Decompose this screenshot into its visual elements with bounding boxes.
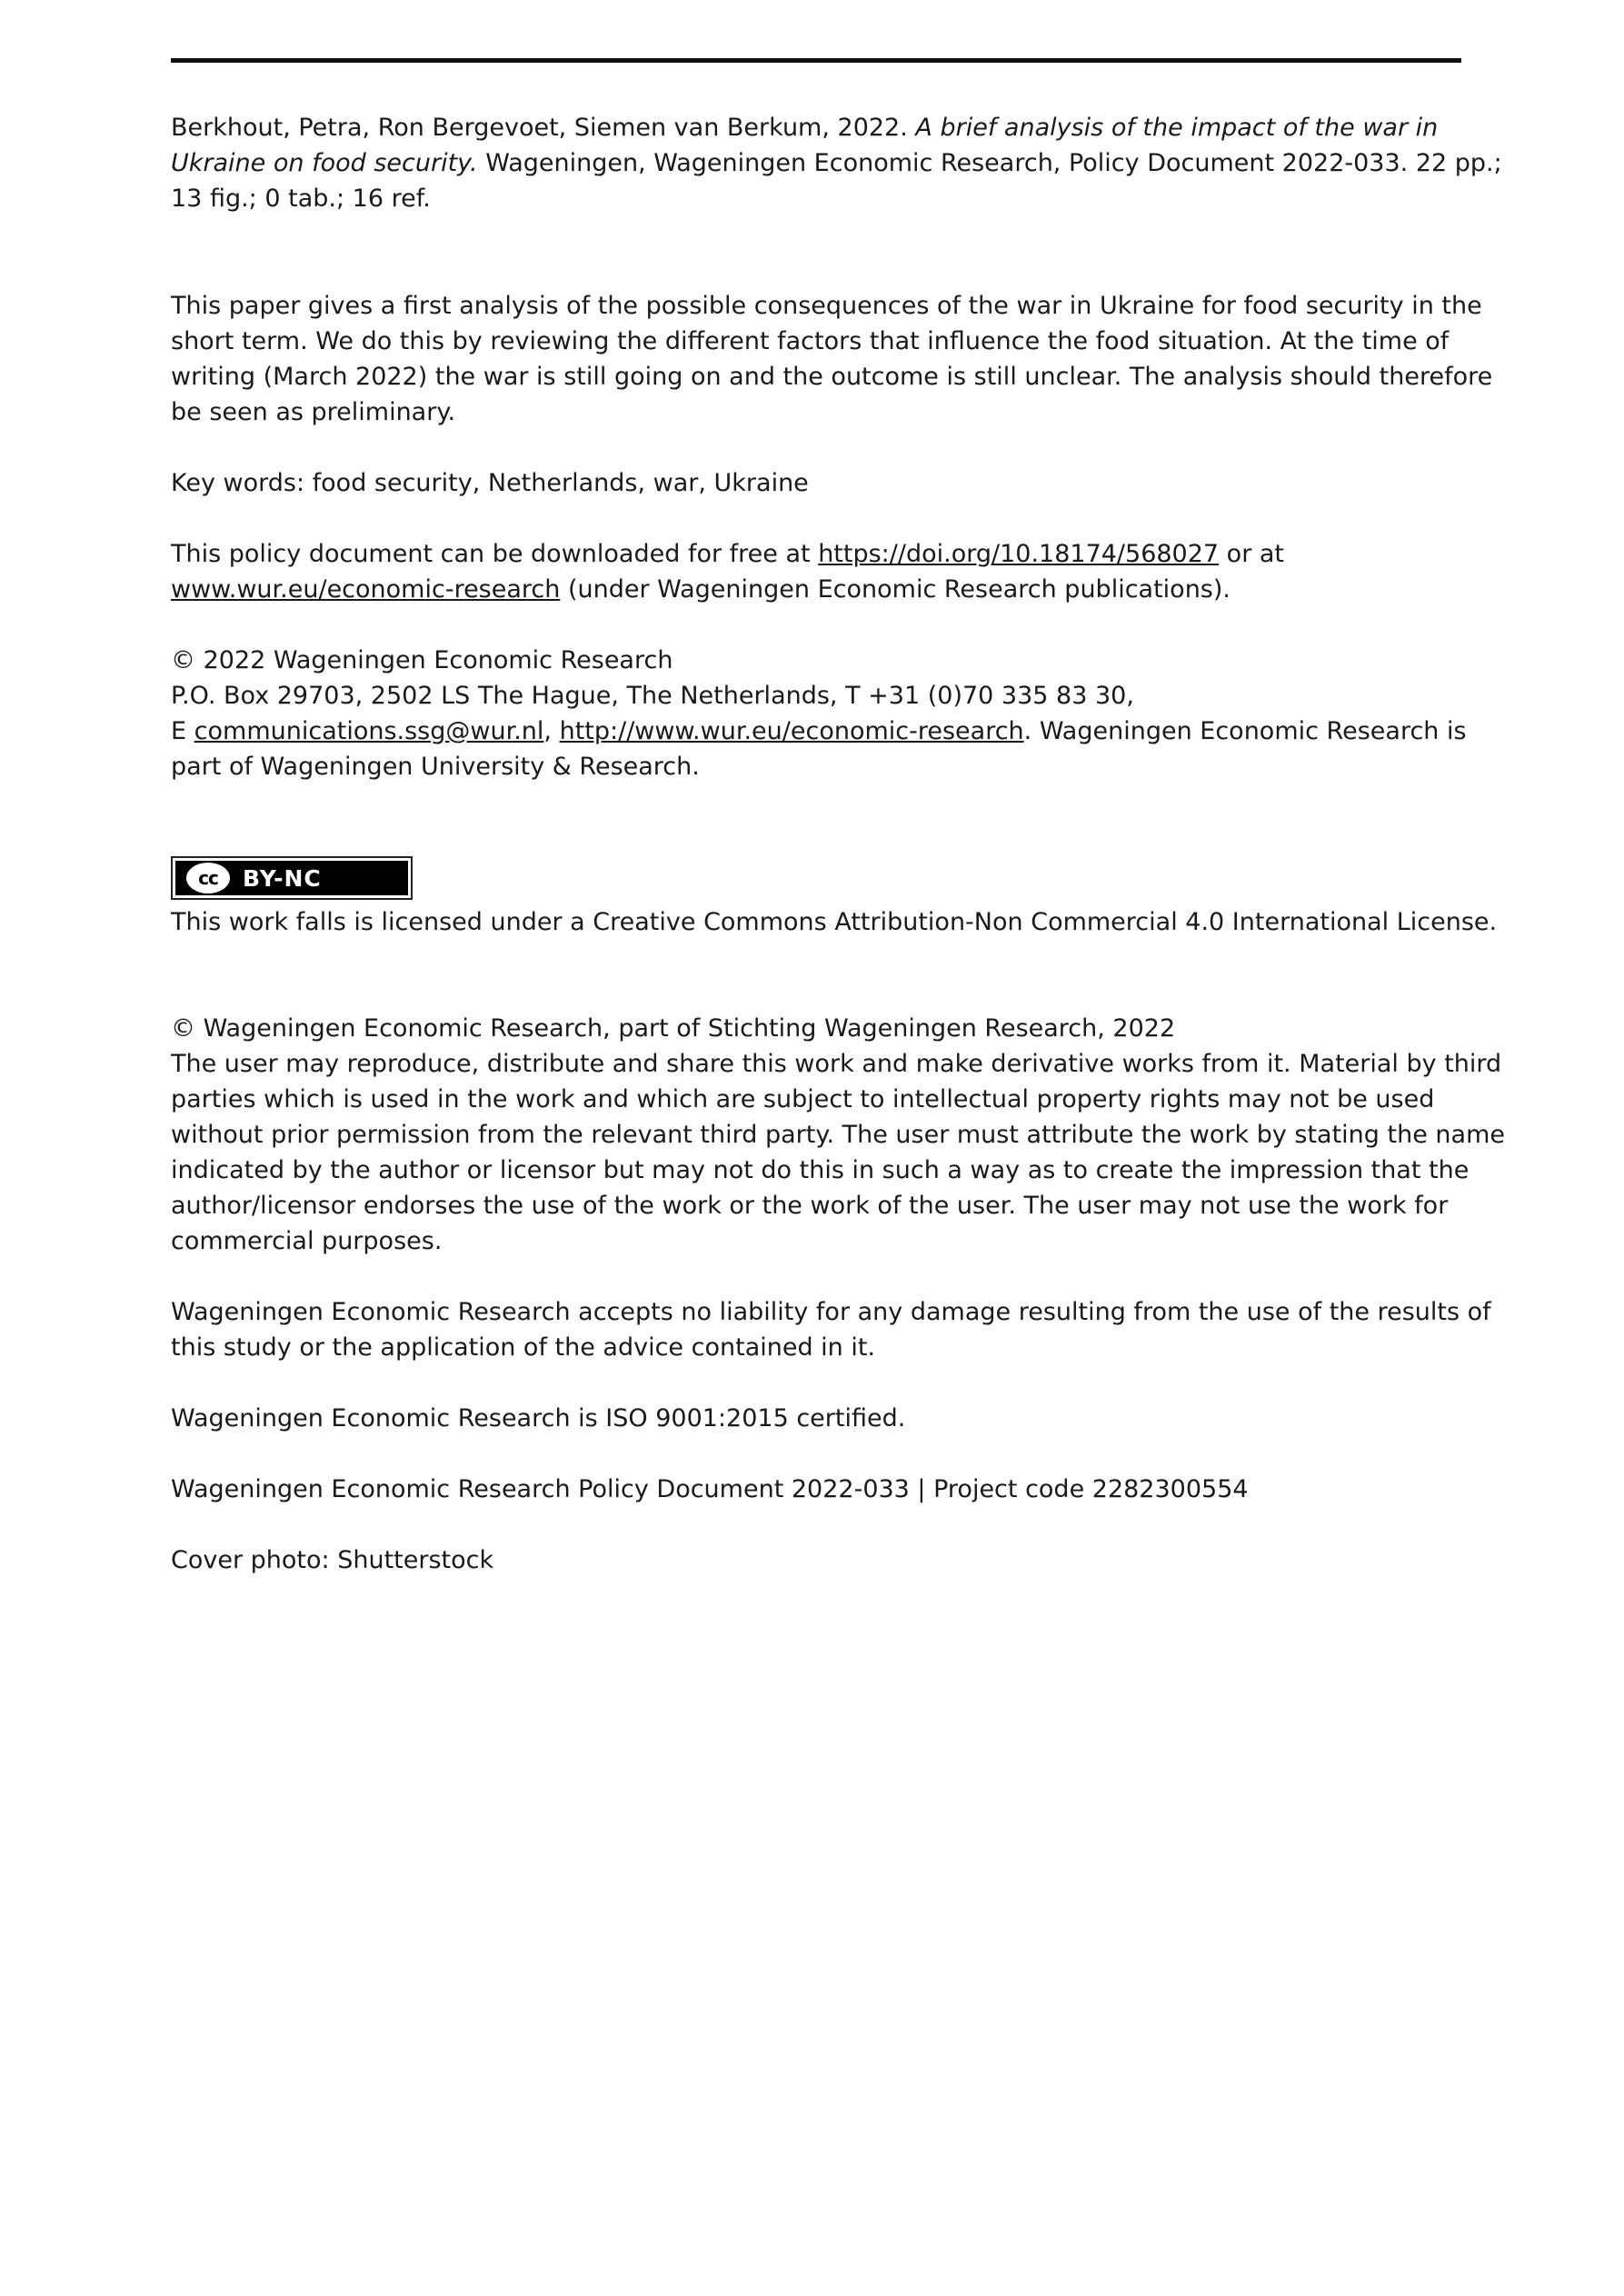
cover-credit — [171, 1542, 1461, 1578]
rights-line: commercial purposes. — [171, 1227, 443, 1255]
citation-title-cont: Ukraine on food security. — [171, 149, 478, 177]
iso-statement — [171, 1401, 1461, 1436]
email-prefix: E — [171, 717, 194, 745]
contact-comma: , — [543, 717, 560, 745]
doi-link[interactable]: https://doi.org/10.18174/568027 — [818, 540, 1220, 568]
web-link[interactable]: http://www.wur.eu/economic-research — [559, 717, 1024, 745]
liability-line: Wageningen Economic Research accepts no liability for any damage resulting from the use of the results of — [171, 1298, 1491, 1326]
liability-line: this study or the application of the advice contained in it. — [171, 1333, 876, 1362]
download-suffix: (under Wageningen Economic Research publications). — [560, 575, 1230, 604]
contact-copyright: © 2022 Wageningen Economic Research — [171, 646, 673, 674]
top-rule — [171, 58, 1461, 63]
rights-line: without prior permission from the relevant third party. The user must attribute the work by stating the name — [171, 1121, 1505, 1149]
rights-line: The user may reproduce, distribute and share this work and make derivative works from it. Material by third — [171, 1050, 1502, 1078]
rights-line: parties which is used in the work and which are subject to intellectual property rights may not be used — [171, 1085, 1435, 1113]
download-prefix: This policy document can be downloaded for free at — [171, 540, 819, 568]
project-code — [171, 1472, 1461, 1507]
citation-publisher: Wageningen, Wageningen Economic Research, Policy Document 2022-033. 22 pp.; — [485, 149, 1502, 177]
abstract — [171, 288, 1493, 430]
contact-after-link: . Wageningen Economic Research is — [1023, 717, 1467, 745]
citation-title: A brief analysis of the impact of the war in — [915, 114, 1439, 142]
cover-text: Cover photo: Shutterstock — [171, 1546, 494, 1574]
contact-last-line: part of Wageningen University & Research. — [171, 753, 700, 781]
abstract-line: short term. We do this by reviewing the different factors that influence the food situation. At the time of — [171, 327, 1450, 355]
rights-line: © Wageningen Economic Research, part of Stichting Wageningen Research, 2022 — [171, 1014, 1176, 1043]
abstract-line: writing (March 2022) the war is still going on and the outcome is still unclear. The analysis should therefore — [171, 363, 1493, 391]
keywords — [171, 465, 1461, 501]
wur-site-link[interactable]: www.wur.eu/economic-research — [171, 575, 561, 604]
abstract-line: be seen as preliminary. — [171, 398, 456, 426]
keywords-text: Key words: food security, Netherlands, war, Ukraine — [171, 469, 809, 497]
cc-badge-label: BY-NC — [243, 864, 322, 892]
rights-line: indicated by the author or licensor but may not do this in such a way as to create the impression that the — [171, 1156, 1470, 1184]
email-link[interactable]: communications.ssg@wur.nl — [194, 717, 544, 745]
citation-authors: Berkhout, Petra, Ron Bergevoet, Siemen van Berkum, 2022. — [171, 114, 908, 142]
license-text-line: This work falls is licensed under a Creative Commons Attribution-Non Commercial 4.0 International License. — [171, 908, 1498, 936]
contact-address: P.O. Box 29703, 2502 LS The Hague, The Netherlands, T +31 (0)70 335 83 30, — [171, 682, 1134, 710]
abstract-line: This paper gives a first analysis of the possible consequences of the war in Ukraine for food security in the — [171, 292, 1482, 320]
iso-text: Wageningen Economic Research is ISO 9001:2015 certified. — [171, 1404, 906, 1433]
citation-counts: 13 fig.; 0 tab.; 16 ref. — [171, 185, 431, 213]
creative-commons-icon: cc — [186, 863, 230, 893]
cc-license-badge — [171, 856, 413, 900]
license-text — [171, 904, 1498, 940]
rights-line: author/licensor endorses the use of the work or the work of the user. The user may not use the work for — [171, 1192, 1449, 1220]
liability-statement — [171, 1294, 1491, 1365]
rights-statement — [171, 1011, 1505, 1259]
citation — [171, 110, 1502, 216]
project-text: Wageningen Economic Research Policy Document 2022-033 | Project code 2282300554 — [171, 1475, 1249, 1503]
contact-info — [171, 643, 1467, 784]
download-middle: or at — [1219, 540, 1285, 568]
download-info — [171, 536, 1461, 607]
